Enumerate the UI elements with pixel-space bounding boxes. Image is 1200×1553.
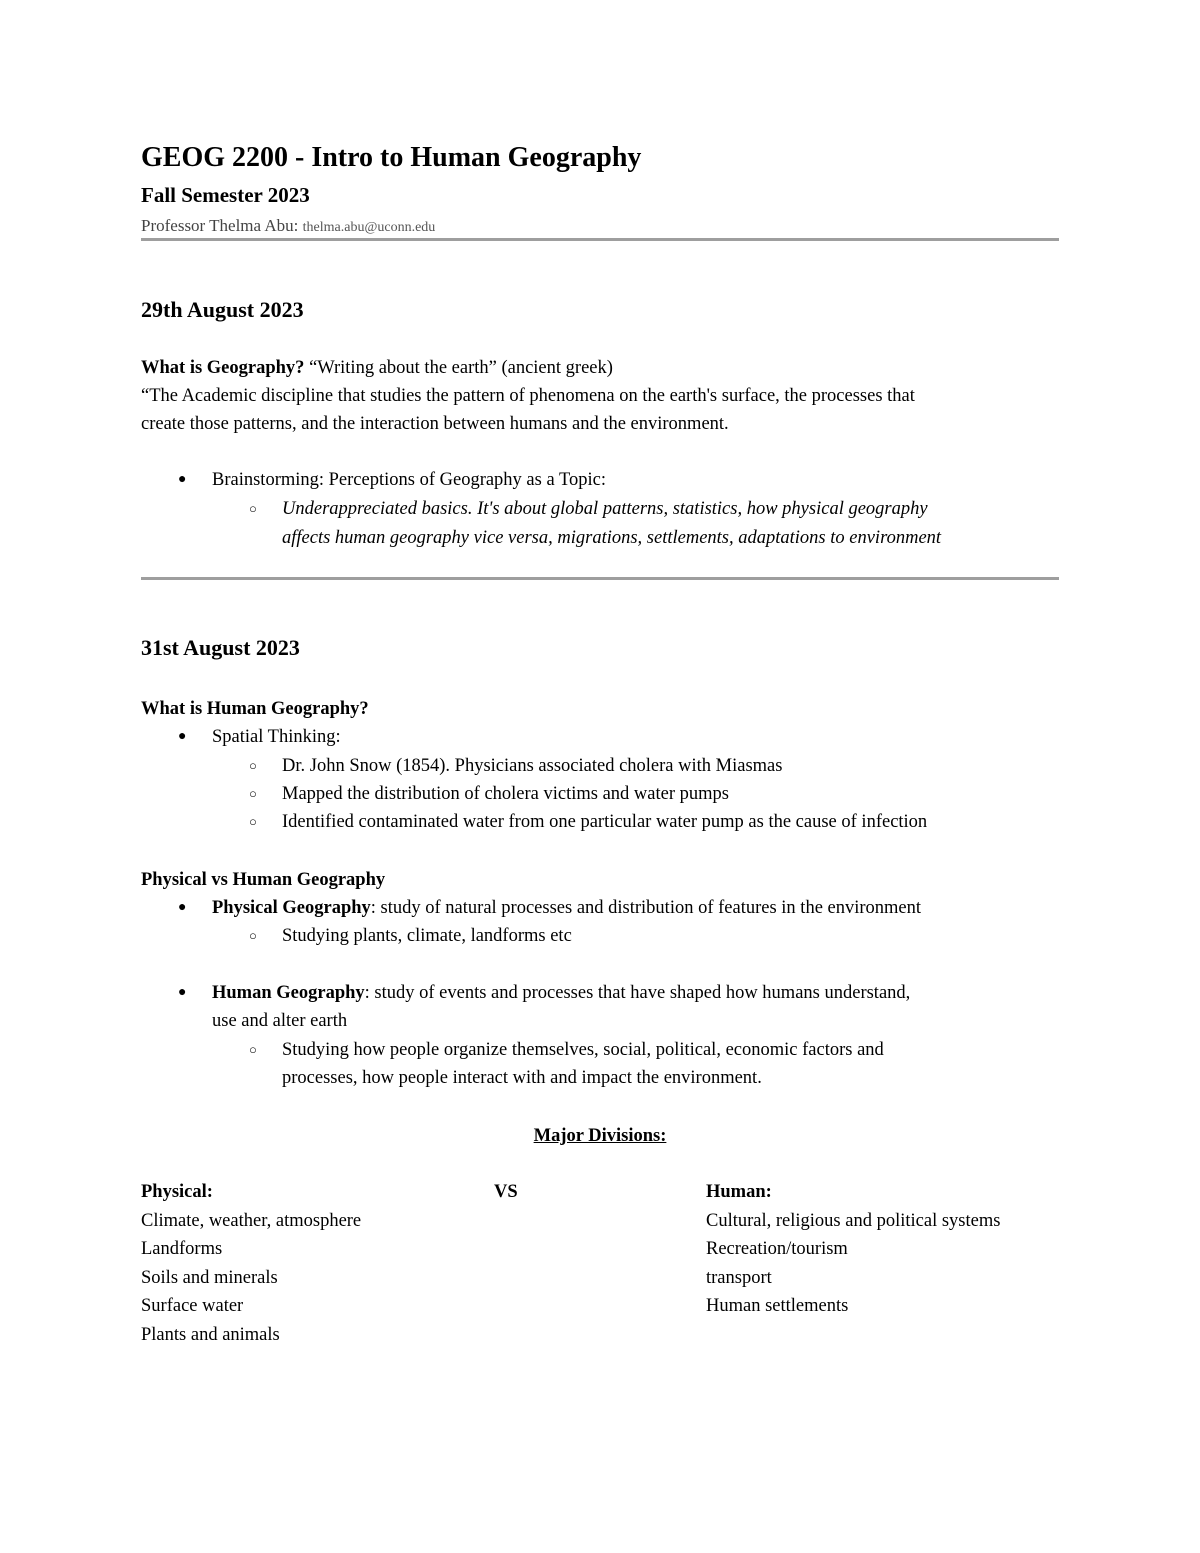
human-division-item: Human settlements: [706, 1296, 849, 1316]
brainstorming-item: Brainstorming: Perceptions of Geography as a Topic:: [212, 470, 606, 490]
circle-bullet-icon: ○: [249, 786, 257, 801]
circle-bullet-icon: ○: [249, 1042, 257, 1057]
physical-vs-human-heading: Physical vs Human Geography: [141, 870, 386, 890]
professor-name: Professor Thelma Abu:: [141, 216, 299, 235]
page-subtitle: Fall Semester 2023: [141, 183, 310, 207]
divider-top: [141, 238, 1059, 241]
physical-division-item: Landforms: [141, 1239, 223, 1259]
human-geography-term: Human Geography: [212, 983, 365, 1003]
human-geography-item: [212, 979, 910, 1008]
human-column-heading: Human:: [706, 1182, 772, 1202]
brainstorming-sub-line-1: Underappreciated basics. It's about global patterns, statistics, how physical geography: [282, 499, 928, 519]
human-geography-sub-line-2: processes, how people interact with and impact the environment.: [282, 1068, 762, 1088]
professor-line: [141, 214, 435, 240]
physical-geography-sub: Studying plants, climate, landforms etc: [282, 926, 572, 946]
human-division-item: Cultural, religious and political systems: [706, 1210, 1001, 1231]
physical-division-item: Surface water: [141, 1296, 244, 1316]
physical-column: [141, 1178, 361, 1349]
professor-email[interactable]: thelma.abu@uconn.edu: [302, 220, 436, 235]
physical-division-item: Soils and minerals: [141, 1267, 278, 1288]
human-column: [706, 1178, 1000, 1321]
circle-bullet-icon: ○: [249, 814, 257, 829]
physical-division-item: Climate, weather, atmosphere: [141, 1210, 362, 1231]
brainstorming-sub-line-2: affects human geography vice versa, migrations, settlements, adaptations to environment: [282, 528, 942, 548]
geography-question: What is Geography?: [141, 358, 305, 378]
spatial-sub-item: Identified contaminated water from one particular water pump as the cause of infection: [282, 812, 928, 832]
geography-question-line: [141, 354, 613, 383]
physical-geography-term: Physical Geography: [212, 898, 371, 918]
physical-geography-definition: : study of natural processes and distribution of features in the environment: [370, 898, 922, 918]
circle-bullet-icon: ○: [249, 501, 257, 516]
human-division-item: transport: [706, 1267, 772, 1288]
human-division-item: Recreation/tourism: [706, 1239, 848, 1259]
human-geography-question: What is Human Geography?: [141, 699, 369, 719]
bullet-icon: ●: [178, 472, 187, 487]
bullet-icon: ●: [178, 729, 187, 744]
vs-label: VS: [494, 1182, 518, 1202]
human-geography-definition-line-2: use and alter earth: [212, 1011, 348, 1031]
human-geography-definition: : study of events and processes that have shaped how humans understand,: [364, 983, 911, 1003]
divider-middle: [141, 577, 1059, 580]
spatial-sub-item: Dr. John Snow (1854). Physicians associated cholera with Miasmas: [282, 756, 783, 776]
circle-bullet-icon: ○: [249, 928, 257, 943]
physical-geography-item: [212, 894, 921, 923]
human-geography-sub-line-1: Studying how people organize themselves, social, political, economic factors and: [282, 1040, 884, 1060]
bullet-icon: ●: [178, 985, 187, 1000]
spatial-thinking-item: Spatial Thinking:: [212, 727, 341, 747]
bullet-icon: ●: [178, 900, 187, 915]
definition-line-2: create those patterns, and the interaction between humans and the environment.: [141, 414, 729, 434]
geography-etymology: “Writing about the earth” (ancient greek): [304, 358, 613, 378]
section-date-aug31: 31st August 2023: [141, 635, 300, 660]
physical-column-heading: Physical:: [141, 1182, 213, 1202]
definition-line-1: “The Academic discipline that studies the pattern of phenomena on the earth's surface, the processes that: [141, 386, 915, 406]
major-divisions-heading: Major Divisions:: [533, 1126, 667, 1146]
physical-division-item: Plants and animals: [141, 1324, 280, 1345]
page-title: GEOG 2200 - Intro to Human Geography: [141, 142, 642, 173]
circle-bullet-icon: ○: [249, 758, 257, 773]
spatial-sub-item: Mapped the distribution of cholera victims and water pumps: [282, 784, 729, 804]
section-date-aug29: 29th August 2023: [141, 297, 304, 322]
